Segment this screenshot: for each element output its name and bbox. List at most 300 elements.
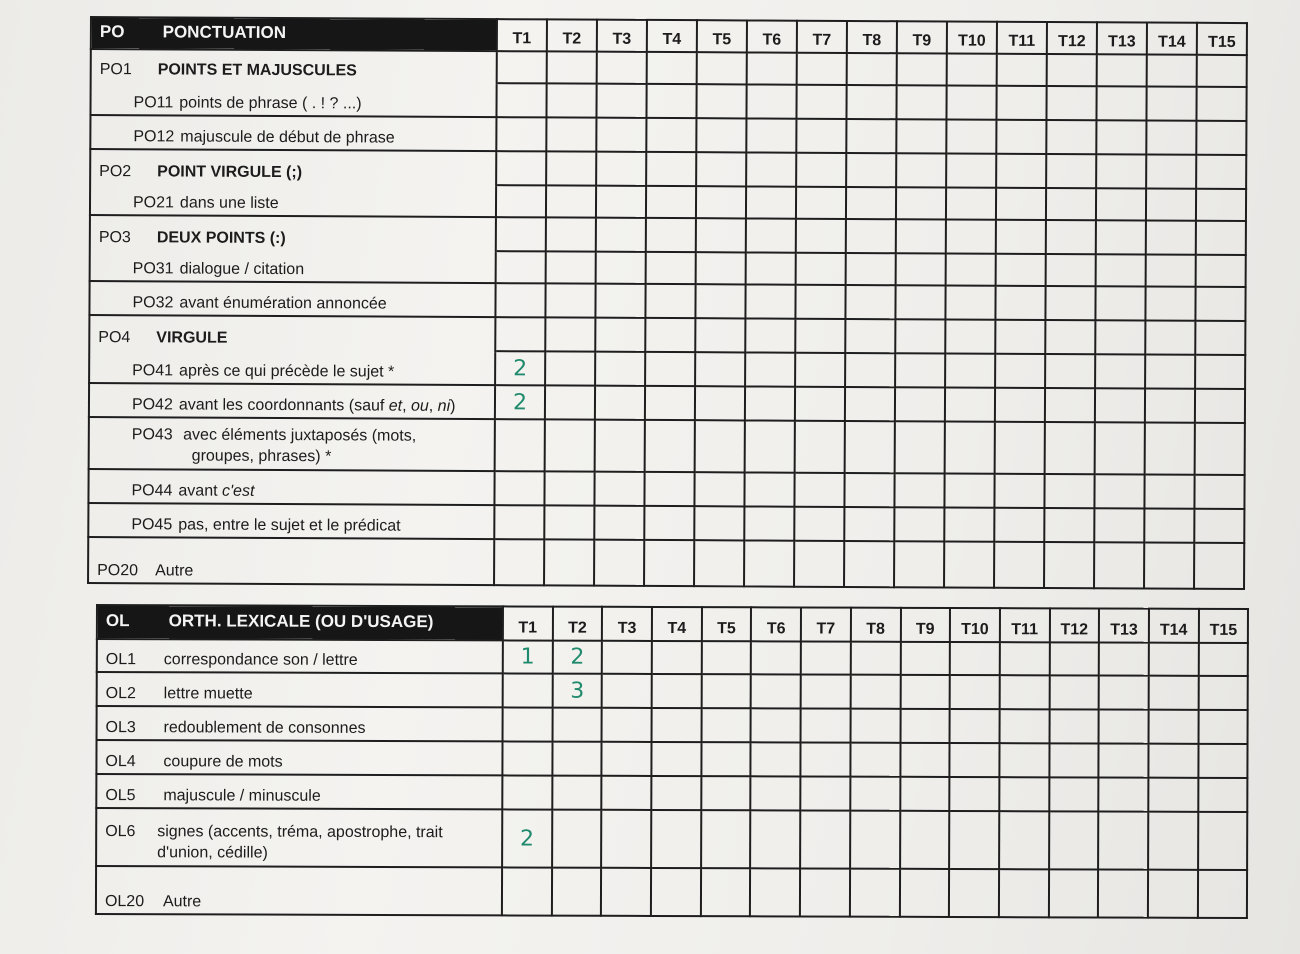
grid-cell bbox=[701, 810, 751, 868]
grid-cell bbox=[546, 83, 596, 117]
grid-cell bbox=[946, 187, 996, 219]
grid-cell bbox=[896, 219, 946, 253]
column-header-t2: T2 bbox=[553, 607, 603, 641]
column-header-t8: T8 bbox=[851, 608, 901, 642]
grid-cell bbox=[996, 154, 1046, 188]
column-header-t15: T15 bbox=[1197, 23, 1247, 55]
column-header-t5: T5 bbox=[702, 607, 752, 641]
column-header-t6: T6 bbox=[747, 20, 797, 52]
grid-cell bbox=[1096, 254, 1146, 286]
grid-cell bbox=[800, 810, 850, 868]
grid-cell bbox=[796, 187, 846, 219]
table-row bbox=[97, 706, 1248, 744]
grid-cell bbox=[596, 186, 646, 218]
handwritten-mark: 2 bbox=[552, 641, 602, 674]
row-code: PO21 bbox=[132, 194, 174, 212]
grid-cell bbox=[999, 743, 1049, 777]
grid-cell bbox=[1046, 188, 1096, 220]
grid-cell bbox=[1196, 87, 1246, 121]
row-label-po45 bbox=[88, 503, 494, 539]
grid-cell bbox=[544, 539, 594, 585]
grid-cell bbox=[949, 811, 999, 869]
column-header-t9: T9 bbox=[900, 608, 950, 642]
grid-cell bbox=[602, 708, 652, 742]
row-text: ) bbox=[450, 397, 456, 415]
grid-cell bbox=[1046, 254, 1096, 286]
grid-cell bbox=[1145, 423, 1195, 475]
ol-header-row bbox=[97, 605, 1248, 643]
grid-cell bbox=[544, 505, 594, 539]
grid-cell bbox=[846, 153, 896, 187]
grid-cell bbox=[496, 83, 546, 117]
grid-cell bbox=[895, 387, 945, 421]
grid-cell bbox=[746, 84, 796, 118]
grid-cell bbox=[496, 217, 546, 251]
grid-cell bbox=[552, 708, 602, 742]
grid-cell bbox=[546, 117, 596, 151]
grid-cell bbox=[751, 742, 801, 776]
grid-cell bbox=[794, 507, 844, 541]
grid-cell bbox=[801, 742, 851, 776]
grid-cell bbox=[897, 53, 947, 85]
grid-cell bbox=[1198, 643, 1248, 676]
grid-cell bbox=[1049, 675, 1099, 709]
row-code: OL2 bbox=[105, 685, 136, 703]
grid-cell bbox=[1099, 710, 1149, 744]
grid-cell bbox=[1098, 812, 1148, 870]
grid-cell bbox=[1000, 675, 1050, 709]
grid-cell bbox=[896, 253, 946, 285]
grid-cell bbox=[1144, 509, 1194, 543]
grid-cell bbox=[994, 474, 1044, 508]
grid-cell bbox=[552, 776, 602, 810]
grid-cell bbox=[949, 869, 999, 917]
row-label-po20 bbox=[88, 537, 494, 585]
row-text: correspondance son / lettre bbox=[163, 651, 358, 669]
grid-cell bbox=[994, 508, 1044, 542]
grid-cell bbox=[601, 810, 651, 868]
column-header-t5: T5 bbox=[697, 20, 747, 52]
grid-cell bbox=[695, 318, 745, 352]
row-text-italic: ni bbox=[437, 397, 451, 415]
handwritten-mark: 2 bbox=[502, 809, 552, 867]
grid-cell bbox=[1146, 155, 1196, 189]
row-text: groupes, phrases) * bbox=[191, 447, 332, 466]
grid-cell bbox=[594, 472, 644, 506]
grid-cell bbox=[701, 742, 751, 776]
handwritten-mark: 3 bbox=[552, 674, 602, 708]
grid-cell bbox=[844, 541, 894, 587]
grid-cell bbox=[1146, 121, 1196, 155]
grid-cell bbox=[796, 153, 846, 187]
grid-cell bbox=[545, 283, 595, 317]
grid-cell bbox=[950, 743, 1000, 777]
row-code: PO44 bbox=[131, 482, 173, 500]
grid-cell bbox=[646, 152, 696, 186]
grid-cell bbox=[946, 85, 996, 119]
grid-cell bbox=[502, 741, 552, 775]
grid-cell bbox=[946, 219, 996, 253]
grid-cell bbox=[795, 387, 845, 421]
grid-cell bbox=[801, 641, 851, 674]
grid-cell bbox=[845, 285, 895, 319]
row-text: points de phrase ( . ! ? ...) bbox=[179, 94, 362, 113]
grid-cell bbox=[944, 473, 994, 507]
ol-section-code: OL bbox=[105, 611, 130, 631]
grid-cell bbox=[1099, 778, 1149, 812]
grid-cell bbox=[502, 867, 552, 915]
column-header-t10: T10 bbox=[950, 608, 1000, 642]
column-header-t1: T1 bbox=[503, 606, 553, 640]
grid-cell bbox=[894, 541, 944, 587]
grid-cell bbox=[1145, 287, 1195, 321]
grid-cell bbox=[1049, 709, 1099, 743]
row-text: lettre muette bbox=[163, 685, 253, 703]
grid-cell bbox=[846, 219, 896, 253]
row-label-ol1 bbox=[97, 639, 503, 673]
column-header-t8: T8 bbox=[847, 21, 897, 53]
grid-cell bbox=[1195, 355, 1245, 389]
grid-cell bbox=[544, 471, 594, 505]
grid-cell bbox=[1099, 643, 1149, 676]
grid-cell bbox=[995, 422, 1045, 474]
grid-cell bbox=[801, 708, 851, 742]
grid-cell bbox=[552, 868, 602, 916]
grid-cell bbox=[850, 811, 900, 869]
grid-cell bbox=[1046, 86, 1096, 120]
row-label-po12 bbox=[90, 115, 496, 151]
grid-cell bbox=[846, 119, 896, 153]
table-row bbox=[96, 866, 1247, 918]
grid-cell bbox=[1195, 321, 1245, 355]
grid-cell bbox=[645, 284, 695, 318]
grid-cell bbox=[1096, 120, 1146, 154]
row-code: PO42 bbox=[131, 396, 173, 414]
grid-cell bbox=[701, 868, 751, 916]
row-label-po4 bbox=[89, 315, 495, 351]
row-text: pas, entre le sujet et le prédicat bbox=[178, 516, 401, 535]
grid-cell bbox=[844, 473, 894, 507]
grid-cell bbox=[850, 777, 900, 811]
grid-cell bbox=[1046, 220, 1096, 254]
grid-cell bbox=[945, 353, 995, 387]
grid-cell bbox=[1095, 422, 1145, 474]
grid-cell bbox=[596, 152, 646, 186]
grid-cell bbox=[547, 51, 597, 83]
grid-cell bbox=[1146, 189, 1196, 221]
row-text: coupure de mots bbox=[163, 753, 283, 771]
grid-cell bbox=[850, 709, 900, 743]
grid-cell bbox=[1148, 710, 1198, 744]
grid-cell bbox=[1145, 321, 1195, 355]
table-row bbox=[97, 672, 1248, 710]
row-code: PO4 bbox=[98, 329, 131, 347]
grid-cell bbox=[646, 84, 696, 118]
row-text: avant énumération annoncée bbox=[179, 294, 387, 313]
grid-cell bbox=[945, 421, 995, 473]
grid-cell bbox=[995, 354, 1045, 388]
grid-cell bbox=[751, 810, 801, 868]
grid-cell bbox=[1049, 777, 1099, 811]
ponctuation-table bbox=[87, 16, 1248, 590]
grid-cell bbox=[795, 319, 845, 353]
grid-cell bbox=[751, 776, 801, 810]
grid-cell bbox=[697, 52, 747, 84]
grid-cell bbox=[796, 219, 846, 253]
grid-cell bbox=[651, 810, 701, 868]
grid-cell bbox=[596, 218, 646, 252]
grid-cell bbox=[1095, 388, 1145, 422]
grid-cell bbox=[745, 318, 795, 352]
grid-cell bbox=[995, 286, 1045, 320]
table-row bbox=[89, 417, 1245, 475]
column-header-t10: T10 bbox=[947, 21, 997, 53]
grid-cell bbox=[596, 118, 646, 152]
grid-cell bbox=[995, 388, 1045, 422]
grid-cell bbox=[1097, 54, 1147, 86]
grid-cell bbox=[900, 811, 950, 869]
row-label-po43 bbox=[89, 417, 495, 471]
row-code: PO12 bbox=[133, 128, 175, 146]
grid-cell bbox=[896, 85, 946, 119]
grid-cell bbox=[602, 641, 652, 674]
column-header-t12: T12 bbox=[1047, 22, 1097, 54]
column-header-t6: T6 bbox=[751, 607, 801, 641]
column-header-t13: T13 bbox=[1099, 609, 1149, 643]
orth-lexicale-table bbox=[95, 604, 1249, 919]
ol-section-header bbox=[97, 605, 503, 640]
grid-cell bbox=[746, 186, 796, 218]
grid-cell bbox=[1149, 676, 1199, 710]
row-code: PO20 bbox=[97, 562, 139, 580]
grid-cell bbox=[1145, 389, 1195, 423]
grid-cell bbox=[796, 119, 846, 153]
handwritten-mark: 2 bbox=[495, 351, 545, 385]
grid-cell bbox=[999, 869, 1049, 917]
grid-cell bbox=[502, 775, 552, 809]
grid-cell bbox=[1198, 870, 1248, 918]
grid-cell bbox=[796, 253, 846, 285]
grid-cell bbox=[644, 540, 694, 586]
row-label-po44 bbox=[88, 469, 494, 505]
grid-cell bbox=[950, 709, 1000, 743]
grid-cell bbox=[546, 217, 596, 251]
grid-cell bbox=[795, 353, 845, 387]
row-code: PO32 bbox=[132, 294, 174, 312]
grid-cell bbox=[696, 118, 746, 152]
row-label-po11 bbox=[90, 81, 496, 117]
column-header-t7: T7 bbox=[801, 607, 851, 641]
grid-cell bbox=[947, 53, 997, 85]
grid-cell bbox=[750, 868, 800, 916]
grid-cell bbox=[800, 868, 850, 916]
grid-cell bbox=[996, 120, 1046, 154]
grid-cell bbox=[494, 539, 544, 585]
grid-cell bbox=[545, 385, 595, 419]
grid-cell bbox=[696, 186, 746, 218]
row-text: redoublement de consonnes bbox=[163, 719, 366, 737]
grid-cell bbox=[595, 318, 645, 352]
grid-cell bbox=[651, 868, 701, 916]
grid-cell bbox=[496, 251, 546, 283]
row-code: PO45 bbox=[131, 516, 173, 534]
grid-cell bbox=[496, 117, 546, 151]
grid-cell bbox=[1197, 55, 1247, 87]
grid-cell bbox=[1148, 744, 1198, 778]
grid-cell bbox=[746, 152, 796, 186]
grid-cell bbox=[896, 153, 946, 187]
row-text: Autre bbox=[155, 562, 194, 580]
row-text-italic: c'est bbox=[221, 482, 255, 500]
grid-cell bbox=[995, 320, 1045, 354]
grid-cell bbox=[1198, 710, 1248, 744]
grid-cell bbox=[744, 506, 794, 540]
grid-cell bbox=[1045, 286, 1095, 320]
row-code: PO43 bbox=[131, 426, 173, 444]
row-label-po1 bbox=[91, 49, 497, 83]
grid-cell bbox=[850, 675, 900, 709]
grid-cell bbox=[694, 472, 744, 506]
grid-cell bbox=[696, 218, 746, 252]
grid-cell bbox=[800, 776, 850, 810]
grid-cell bbox=[1196, 189, 1246, 221]
grid-cell bbox=[594, 540, 644, 586]
grid-cell bbox=[597, 52, 647, 84]
grid-cell bbox=[1099, 744, 1149, 778]
grid-cell bbox=[950, 675, 1000, 709]
grid-cell bbox=[999, 811, 1049, 869]
row-code: OL6 bbox=[105, 823, 136, 841]
grid-cell bbox=[847, 53, 897, 85]
column-header-t11: T11 bbox=[1000, 608, 1050, 642]
grid-cell bbox=[545, 351, 595, 385]
grid-cell bbox=[997, 54, 1047, 86]
column-header-t14: T14 bbox=[1147, 23, 1197, 55]
grid-cell bbox=[695, 352, 745, 386]
row-title: POINTS ET MAJUSCULES bbox=[157, 61, 357, 80]
grid-cell bbox=[696, 252, 746, 284]
row-text: signes (accents, tréma, apostrophe, trait bbox=[157, 823, 443, 842]
grid-cell bbox=[1048, 869, 1098, 917]
row-label-po2 bbox=[90, 149, 496, 185]
grid-cell bbox=[896, 119, 946, 153]
grid-cell bbox=[945, 319, 995, 353]
grid-cell bbox=[497, 51, 547, 83]
grid-cell bbox=[695, 420, 745, 472]
row-text: , bbox=[402, 397, 412, 415]
grid-cell bbox=[552, 810, 602, 868]
grid-cell bbox=[1198, 812, 1248, 870]
row-text: Autre bbox=[162, 893, 202, 911]
grid-cell bbox=[996, 86, 1046, 120]
row-code: PO1 bbox=[99, 61, 132, 79]
row-text-italic: et bbox=[388, 397, 403, 415]
grid-cell bbox=[1049, 642, 1099, 675]
grid-cell bbox=[646, 118, 696, 152]
row-label-po31 bbox=[90, 249, 496, 283]
grid-cell bbox=[746, 252, 796, 284]
po-section-header bbox=[91, 17, 497, 51]
grid-cell bbox=[1094, 508, 1144, 542]
grid-cell bbox=[744, 472, 794, 506]
row-label-po42 bbox=[89, 383, 495, 419]
row-text: dialogue / citation bbox=[179, 260, 305, 279]
grid-cell bbox=[1148, 870, 1198, 918]
grid-cell bbox=[1198, 676, 1248, 710]
grid-cell bbox=[896, 187, 946, 219]
grid-cell bbox=[546, 251, 596, 283]
grid-cell bbox=[751, 674, 801, 708]
grid-cell bbox=[652, 708, 702, 742]
grid-cell bbox=[645, 420, 695, 472]
grid-cell bbox=[644, 506, 694, 540]
grid-cell bbox=[846, 85, 896, 119]
grid-cell bbox=[1194, 475, 1244, 509]
grid-cell bbox=[1099, 676, 1149, 710]
grid-cell bbox=[850, 869, 900, 917]
row-label-ol20 bbox=[96, 866, 502, 915]
grid-cell bbox=[1198, 778, 1248, 812]
column-header-t11: T11 bbox=[997, 22, 1047, 54]
grid-cell bbox=[647, 52, 697, 84]
grid-cell bbox=[1096, 220, 1146, 254]
row-label-ol6 bbox=[96, 808, 502, 867]
grid-cell bbox=[895, 421, 945, 473]
row-code: PO41 bbox=[132, 362, 174, 380]
grid-cell bbox=[495, 283, 545, 317]
column-header-t4: T4 bbox=[647, 20, 697, 52]
grid-cell bbox=[601, 868, 651, 916]
grid-cell bbox=[1045, 320, 1095, 354]
column-header-t7: T7 bbox=[797, 21, 847, 53]
grid-cell bbox=[496, 185, 546, 217]
column-header-t4: T4 bbox=[652, 607, 702, 641]
grid-cell bbox=[1146, 221, 1196, 255]
grid-cell bbox=[595, 352, 645, 386]
grid-cell bbox=[1046, 120, 1096, 154]
table-row bbox=[96, 808, 1248, 870]
grid-cell bbox=[494, 471, 544, 505]
row-text-italic: ou bbox=[410, 397, 429, 415]
grid-cell bbox=[900, 743, 950, 777]
grid-cell bbox=[651, 776, 701, 810]
grid-cell bbox=[1198, 744, 1248, 778]
column-header-t13: T13 bbox=[1097, 22, 1147, 54]
grid-cell bbox=[701, 708, 751, 742]
row-title: DEUX POINTS (:) bbox=[156, 229, 286, 248]
grid-cell bbox=[644, 472, 694, 506]
grid-cell bbox=[845, 421, 895, 473]
grid-cell bbox=[894, 507, 944, 541]
grid-cell bbox=[946, 153, 996, 187]
column-header-t2: T2 bbox=[547, 19, 597, 51]
grid-cell bbox=[652, 674, 702, 708]
grid-cell bbox=[996, 254, 1046, 286]
grid-cell bbox=[646, 218, 696, 252]
grid-cell bbox=[595, 386, 645, 420]
grid-cell bbox=[495, 419, 545, 471]
grid-cell bbox=[1147, 55, 1197, 87]
grid-cell bbox=[1148, 812, 1198, 870]
column-header-t9: T9 bbox=[897, 21, 947, 53]
grid-cell bbox=[494, 505, 544, 539]
grid-cell bbox=[794, 541, 844, 587]
grid-cell bbox=[850, 743, 900, 777]
grid-cell bbox=[646, 186, 696, 218]
column-header-t12: T12 bbox=[1049, 608, 1099, 642]
grid-cell bbox=[746, 118, 796, 152]
grid-cell bbox=[1146, 255, 1196, 287]
